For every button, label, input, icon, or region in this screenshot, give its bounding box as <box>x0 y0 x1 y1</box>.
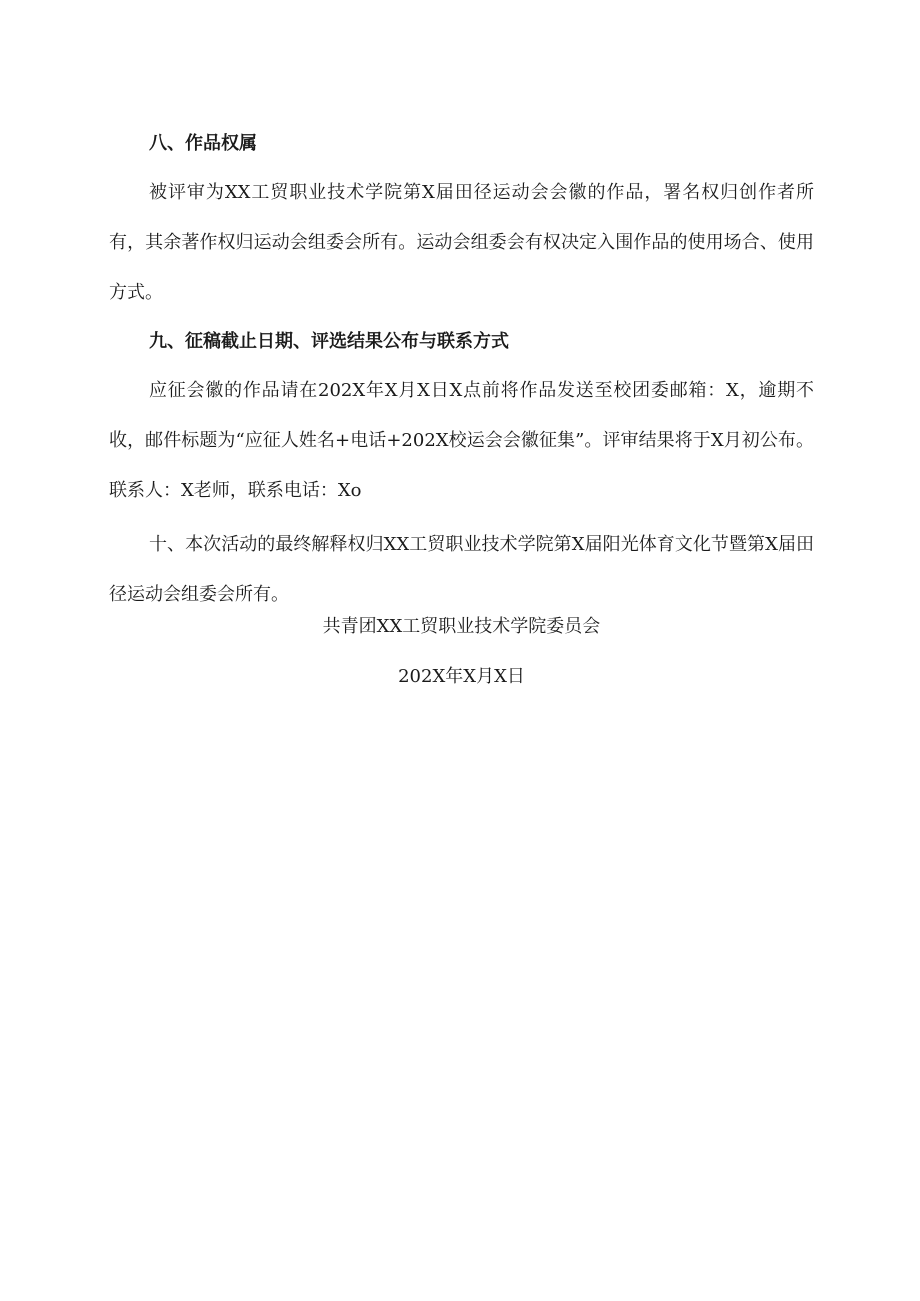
section-heading-ownership: 八、作品权属 <box>149 133 257 154</box>
section-paragraph-deadline: 应征会徽的作品请在202X年X月X日X点前将作品发送至校团委邮箱：X，逾期不收，邮件标题为“应征人姓名+电话+202X校运会会徽征集”。评审结果将于X月初公布。联系人：X老师，联系电话：Xo <box>109 380 814 501</box>
document-body <box>109 124 814 620</box>
signature-date: 202X年X月X日 <box>398 666 525 687</box>
final-clause-paragraph: 十、本次活动的最终解释权归XX工贸职业技术学院第X届阳光体育文化节暨第X届田径运动会组委会所有。 <box>109 534 814 605</box>
section-heading-deadline: 九、征稿截止日期、评选结果公布与联系方式 <box>149 331 509 352</box>
section-paragraph-ownership: 被评审为XX工贸职业技术学院第X届田径运动会会徽的作品，署名权归创作者所有，其余著作权归运动会组委会所有。运动会组委会有权决定入围作品的使用场合、使用方式。 <box>109 182 814 303</box>
signature-organization: 共青团XX工贸职业技术学院委员会 <box>322 616 601 637</box>
